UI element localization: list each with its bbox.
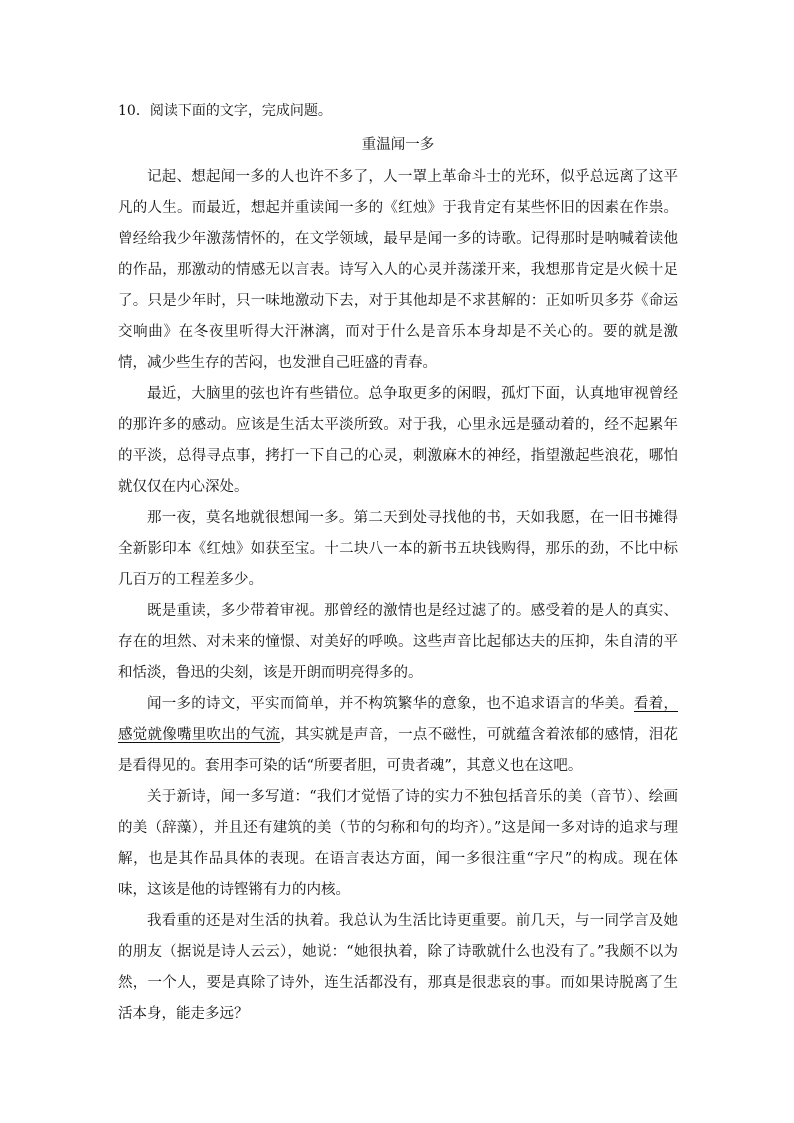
paragraph-5-text-after: ，其实就是声音，一点不磁性，可就蕴含着浓郁的感情，泪花是看得见的。套用李可染的话“所要者胆，可贵者魂”，其意义也在这吧。 <box>118 727 679 774</box>
paragraph-2: 最近，大脑里的弦也许有些错位。总争取更多的闲暇，孤灯下面，认真地审视曾经的那许多的感动。应该是生活太平淡所致。对于我，心里永远是骚动着的，经不起累年的平淡，总得寻点事，拷打一下自己的心灵，刺激麻木的神经，指望激起些浪花，哪怕就仅仅在内心深处。 <box>118 386 678 495</box>
article-title: 重温闻一多 <box>361 137 435 153</box>
question-header: 10．阅读下面的文字，完成问题。 <box>118 103 332 119</box>
paragraph-5-text-before: 闻一多的诗文，平实而简单，并不构筑繁华的意象，也不追求语言的华美。 <box>147 696 634 712</box>
paragraph-5 <box>118 689 678 782</box>
paragraph-4: 既是重读，多少带着审视。那曾经的激情也是经过滤了的。感受着的是人的真实、存在的坦然、对未来的憧憬、对美好的呼唤。这些声音比起郁达夫的压抑，朱自清的平和恬淡，鲁迅的尖刻，该是开朗而明亮得多的。 <box>118 603 678 681</box>
document-content <box>118 100 678 1030</box>
paragraph-1: 记起、想起闻一多的人也许不多了，人一罩上革命斗士的光环，似乎总远离了这平凡的人生。而最近，想起并重读闻一多的《红烛》于我肯定有某些怀旧的因素在作祟。曾经给我少年激荡情怀的，在文学领域，最早是闻一多的诗歌。记得那时是呐喊着读他的作品，那激动的情感无以言表。诗写入人的心灵并荡漾开来，我想那肯定是火候十足了。只是少年时，只一味地激动下去，对于其他却是不求甚解的：正如听贝多芬《命运交响曲》在冬夜里听得大汗淋漓，而对于什么是音乐本身却是不关心的。要的就是激情，减少些生存的苦闷，也发泄自己旺盛的青春。 <box>118 169 678 371</box>
underlined-phrase: 看着，感觉就像嘴里吹出的气流 <box>118 696 678 743</box>
paragraph-6: 关于新诗，闻一多写道：“我们才觉悟了诗的实力不独包括音乐的美（音节）、绘画的美（辞藻），并且还有建筑的美（节的匀称和句的均齐）。”这是闻一多对诗的追求与理解，也是其作品具体的表现。在语言表达方面，闻一多很注重“字尺”的构成。现在体味，这该是他的诗铿锵有力的内核。 <box>118 789 678 898</box>
paragraph-7: 我看重的还是对生活的执着。我总认为生活比诗更重要。前几天，与一同学言及她的朋友（据说是诗人云云），她说：“她很执着，除了诗歌就什么也没有了。”我颇不以为然，一个人，要是真除了诗外，连生活都没有，那真是很悲哀的事。而如果诗脱离了生活本身，能走多远？ <box>118 913 678 1022</box>
paragraph-3: 那一夜，莫名地就很想闻一多。第二天到处寻找他的书，天如我愿，在一旧书摊得全新影印本《红烛》如获至宝。十二块八一本的新书五块钱购得，那乐的劲，不比中标几百万的工程差多少。 <box>118 510 678 588</box>
